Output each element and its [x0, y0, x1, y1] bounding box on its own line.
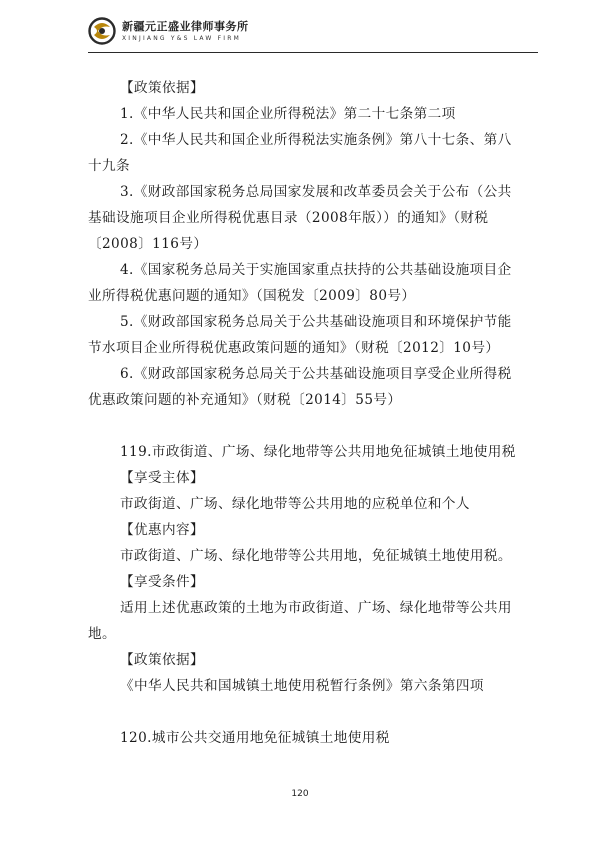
- conditions-heading: 【享受条件】: [120, 574, 204, 590]
- policy-basis-line: 4.《国家税务总局关于实施国家重点扶持的公共基础设施项目企: [120, 262, 512, 278]
- policy-basis-line: 节水项目企业所得税优惠政策问题的通知》（财税〔2012〕10号）: [88, 340, 500, 356]
- item-120-title: 120.城市公共交通用地免征城镇土地使用税: [120, 730, 390, 746]
- page-number: 120: [291, 789, 309, 799]
- firm-name: 新疆元正盛业律师事务所: [122, 20, 249, 33]
- policy-basis-line: 3.《财政部国家税务总局国家发展和改革委员会关于公布（公共: [120, 184, 512, 200]
- policy-basis-line: 2.《中华人民共和国企业所得税法实施条例》第八十七条、第八: [120, 132, 512, 148]
- policy-basis-line: 〔2008〕116号）: [88, 236, 208, 252]
- beneficiary-text: 市政街道、广场、绿化地带等公共用地的应税单位和个人: [120, 496, 470, 512]
- policy-basis-line: 1.《中华人民共和国企业所得税法》第二十七条第二项: [120, 106, 456, 122]
- firm-logo-icon: [88, 17, 116, 45]
- policy-basis-line: 业所得税优惠问题的通知》（国税发〔2009〕80号）: [88, 288, 416, 304]
- item-119-title: 119.市政街道、广场、绿化地带等公共用地免征城镇土地使用税: [120, 444, 516, 460]
- firm-name-en: XINJIANG Y&S LAW FIRM: [122, 35, 241, 42]
- policy-basis-line: 基础设施项目企业所得税优惠目录（2008年版））的通知》（财税: [88, 210, 489, 226]
- benefit-heading: 【优惠内容】: [120, 522, 204, 538]
- policy-basis-line: 十九条: [88, 158, 130, 174]
- policy-basis-line: 优惠政策问题的补充通知》（财税〔2014〕55号）: [88, 392, 402, 408]
- conditions-text: 适用上述优惠政策的土地为市政街道、广场、绿化地带等公共用: [120, 600, 512, 616]
- policy-basis-heading: 【政策依据】: [120, 80, 204, 96]
- policy-basis-line: 6.《财政部国家税务总局关于公共基础设施项目享受企业所得税: [120, 366, 512, 382]
- header-divider: [88, 52, 538, 53]
- policy-heading: 【政策依据】: [120, 652, 204, 668]
- page-header: [88, 14, 538, 54]
- benefit-text: 市政街道、广场、绿化地带等公共用地，免征城镇土地使用税。: [120, 548, 512, 564]
- policy-basis-line: 5.《财政部国家税务总局关于公共基础设施项目和环境保护节能: [120, 314, 512, 330]
- beneficiary-heading: 【享受主体】: [120, 470, 204, 486]
- policy-text: 《中华人民共和国城镇土地使用税暂行条例》第六条第四项: [120, 678, 484, 694]
- conditions-text: 地。: [88, 626, 116, 642]
